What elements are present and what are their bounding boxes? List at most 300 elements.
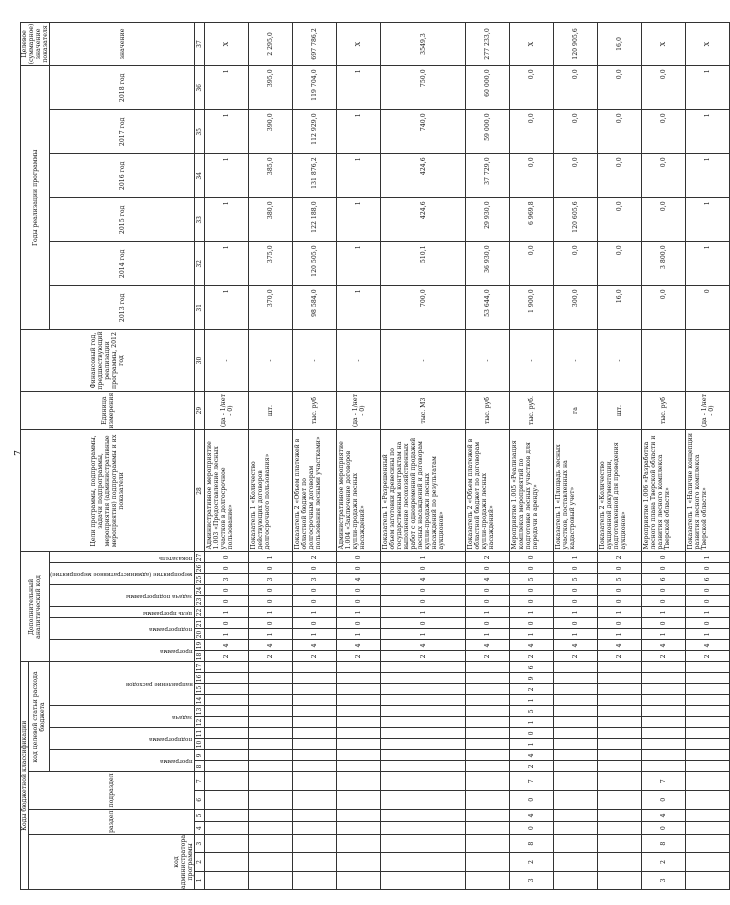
- code-cell: [205, 791, 249, 810]
- row-target: 120 905,6: [554, 22, 598, 66]
- code-cell: [205, 695, 249, 706]
- code-cell: [337, 739, 381, 750]
- code-cell: 5: [510, 706, 554, 717]
- code-cell: 7: [510, 772, 554, 791]
- year-value: 750,0: [381, 66, 466, 110]
- code-cell: 2: [466, 552, 510, 563]
- code-cell: [598, 684, 642, 695]
- code-cell: [293, 706, 337, 717]
- code-cell: 0: [381, 585, 466, 596]
- program-table: [20, 22, 730, 890]
- row-target: X: [510, 22, 554, 66]
- code-cell: 0: [686, 596, 730, 607]
- code-cell: [466, 834, 510, 852]
- table-row: [686, 22, 730, 889]
- code-cell: [205, 739, 249, 750]
- code-cell: [642, 717, 686, 728]
- header-dop-sub: [50, 563, 195, 585]
- code-cell: [293, 662, 337, 673]
- code-cell: [686, 706, 730, 717]
- code-cell: 0: [686, 563, 730, 574]
- code-cell: 0: [337, 585, 381, 596]
- index-cell: 1: [195, 871, 205, 889]
- code-cell: [293, 853, 337, 871]
- code-cell: 0: [249, 596, 293, 607]
- index-cell: 17: [196, 663, 204, 672]
- year-value: 1: [205, 242, 249, 286]
- year-value: 395,0: [249, 66, 293, 110]
- code-cell: [466, 871, 510, 889]
- code-cell: 4: [686, 640, 730, 651]
- year-value: 0,0: [598, 242, 642, 286]
- year-value: 53 644,0: [466, 286, 510, 330]
- code-cell: 0: [466, 563, 510, 574]
- code-cell: [381, 809, 466, 822]
- code-cell: [381, 684, 466, 695]
- row-unit: тыс. руб.: [510, 391, 554, 430]
- header-csr-sub: [50, 706, 195, 728]
- code-cell: [337, 822, 381, 835]
- header-label: показатель: [159, 554, 193, 561]
- header-dop-sub: [50, 618, 195, 640]
- code-cell: [381, 662, 466, 673]
- row-name: Административное мероприятие 1.004 «Заключение договоров купли-продажи лесных насаждений»: [337, 430, 381, 552]
- code-cell: [642, 662, 686, 673]
- code-cell: [598, 728, 642, 739]
- code-cell: [554, 728, 598, 739]
- code-cell: [466, 750, 510, 761]
- header-csr: код целевой статьи расхода бюджета: [29, 662, 50, 772]
- row-fin: -: [381, 330, 466, 391]
- code-cell: [554, 717, 598, 728]
- table-row: [466, 22, 510, 889]
- index-cell: 5: [195, 809, 205, 822]
- code-cell: [249, 695, 293, 706]
- code-cell: [381, 717, 466, 728]
- index-cell: 37: [195, 22, 205, 66]
- code-cell: [642, 706, 686, 717]
- row-target: 277 233,0: [466, 22, 510, 66]
- code-cell: 1: [381, 607, 466, 618]
- header-csr-sub: [50, 750, 195, 772]
- index-cell: 3: [195, 834, 205, 852]
- year-value: 424,6: [381, 154, 466, 198]
- code-cell: [381, 834, 466, 852]
- header-admin: код администратора программы: [29, 834, 195, 889]
- code-cell: [686, 871, 730, 889]
- code-cell: [205, 684, 249, 695]
- header-label: задача: [172, 714, 193, 721]
- code-cell: [381, 761, 466, 772]
- index-cell: 11: [196, 729, 204, 738]
- code-cell: [554, 761, 598, 772]
- index-cell: 27: [196, 553, 204, 562]
- code-cell: 4: [381, 574, 466, 585]
- code-cell: 1: [466, 629, 510, 640]
- year-value: 300,0: [554, 286, 598, 330]
- year-value: 0,0: [510, 242, 554, 286]
- code-cell: 1: [686, 629, 730, 640]
- code-cell: [205, 809, 249, 822]
- year-value: 98 584,0: [293, 286, 337, 330]
- code-cell: [293, 871, 337, 889]
- code-cell: 2: [466, 651, 510, 662]
- code-cell: 0: [510, 618, 554, 629]
- code-cell: 3: [293, 574, 337, 585]
- code-cell: [205, 673, 249, 684]
- code-cell: [554, 750, 598, 761]
- index-row: [195, 22, 205, 889]
- code-cell: [642, 684, 686, 695]
- table-row: [293, 22, 337, 889]
- code-cell: [466, 706, 510, 717]
- year-value: 1: [686, 66, 730, 110]
- code-cell: [293, 822, 337, 835]
- code-cell: 1: [205, 607, 249, 618]
- code-cell: [642, 728, 686, 739]
- code-cell: 1: [554, 552, 598, 563]
- code-cell: [205, 662, 249, 673]
- row-name: Мероприятие 1.006 «Разработка лесного плана Тверской области и развития лесного комплекса Тверской области»: [642, 430, 686, 552]
- code-cell: [293, 809, 337, 822]
- code-cell: [205, 822, 249, 835]
- header-target: Целевое (суммарное) значение показателя: [21, 23, 49, 65]
- code-cell: [466, 673, 510, 684]
- year-value: 1: [205, 154, 249, 198]
- code-cell: 1: [510, 739, 554, 750]
- code-cell: 0: [337, 618, 381, 629]
- header-label: подпрограмма: [149, 626, 193, 633]
- header-dop-sub: [50, 607, 195, 618]
- code-cell: 1: [686, 607, 730, 618]
- code-cell: 4: [554, 640, 598, 651]
- code-cell: [686, 761, 730, 772]
- code-cell: 0: [686, 618, 730, 629]
- code-cell: [249, 684, 293, 695]
- code-cell: [293, 834, 337, 852]
- code-cell: 8: [510, 834, 554, 852]
- year-value: 1: [686, 242, 730, 286]
- year-value: 0,0: [642, 286, 686, 330]
- code-cell: [642, 695, 686, 706]
- code-cell: [293, 728, 337, 739]
- code-cell: 0: [554, 585, 598, 596]
- code-cell: [554, 739, 598, 750]
- table-row: [249, 22, 293, 889]
- row-name: Показатель 2 «Объем платежей в областной бюджет по долгосрочным договорам пользования лесными участками»: [293, 430, 337, 552]
- year-value: 0,0: [642, 110, 686, 154]
- code-cell: [554, 853, 598, 871]
- code-cell: [466, 728, 510, 739]
- header-csr-sub: [50, 728, 195, 750]
- code-cell: 4: [642, 640, 686, 651]
- row-name: Мероприятие 1.005 «Реализация комплекса мероприятий по подготовке лесных участков для передачи в аренду»: [510, 430, 554, 552]
- code-cell: [598, 853, 642, 871]
- code-cell: 2: [510, 684, 554, 695]
- code-cell: [466, 662, 510, 673]
- code-cell: 0: [642, 822, 686, 835]
- code-cell: 0: [381, 618, 466, 629]
- code-cell: [293, 739, 337, 750]
- code-cell: 0: [598, 596, 642, 607]
- code-cell: 4: [466, 574, 510, 585]
- code-cell: [249, 791, 293, 810]
- year-value: 120 505,0: [293, 242, 337, 286]
- code-cell: [554, 834, 598, 852]
- code-cell: [337, 772, 381, 791]
- code-cell: [337, 853, 381, 871]
- code-cell: 4: [466, 640, 510, 651]
- code-cell: [337, 809, 381, 822]
- code-cell: 0: [205, 585, 249, 596]
- year-value: 385,0: [249, 154, 293, 198]
- table-row: [337, 22, 381, 889]
- code-cell: [249, 772, 293, 791]
- code-cell: [554, 772, 598, 791]
- table-row: [510, 22, 554, 889]
- code-cell: 1: [510, 717, 554, 728]
- header-name: Цели программы, подпрограммы, задачи подпрограммы, мероприятия (административные мероприятия) подпрограммы и их показатели: [21, 430, 195, 552]
- code-cell: 1: [554, 607, 598, 618]
- code-cell: 0: [642, 585, 686, 596]
- year-value: 131 876,2: [293, 154, 337, 198]
- row-fin: -: [598, 330, 642, 391]
- header-csr-sub: [50, 662, 195, 706]
- code-cell: [293, 695, 337, 706]
- code-cell: 0: [510, 563, 554, 574]
- code-cell: [686, 772, 730, 791]
- code-cell: 0: [205, 552, 249, 563]
- code-cell: [249, 822, 293, 835]
- row-unit: га: [554, 391, 598, 430]
- code-cell: 0: [554, 596, 598, 607]
- code-cell: 3: [205, 574, 249, 585]
- code-cell: [554, 706, 598, 717]
- code-cell: [598, 695, 642, 706]
- code-cell: 2: [642, 853, 686, 871]
- code-cell: 7: [642, 772, 686, 791]
- code-cell: [249, 834, 293, 852]
- code-cell: 8: [642, 834, 686, 852]
- code-cell: [381, 728, 466, 739]
- code-cell: 0: [466, 618, 510, 629]
- index-cell: 22: [196, 608, 204, 617]
- code-cell: [466, 791, 510, 810]
- code-cell: 0: [205, 563, 249, 574]
- row-name: Показатель 1 «Количество действующих договоров долгосрочного пользования»: [249, 430, 293, 552]
- row-unit: шт.: [249, 391, 293, 430]
- code-cell: [686, 662, 730, 673]
- index-cell: 18: [196, 652, 204, 661]
- code-cell: 3: [249, 574, 293, 585]
- code-cell: [337, 728, 381, 739]
- index-cell: 21: [196, 619, 204, 628]
- code-cell: 0: [466, 596, 510, 607]
- code-cell: [554, 662, 598, 673]
- year-value: 1: [337, 242, 381, 286]
- index-cell: 19: [196, 641, 204, 650]
- index-cell: 28: [195, 430, 205, 552]
- row-target: 16,0: [598, 22, 642, 66]
- code-cell: 0: [293, 585, 337, 596]
- code-cell: [381, 750, 466, 761]
- header-year: 2016 год: [50, 154, 195, 198]
- code-cell: 0: [249, 585, 293, 596]
- header-year: 2013 год: [50, 286, 195, 330]
- code-cell: [249, 706, 293, 717]
- index-cell: 24: [196, 586, 204, 595]
- year-value: 740,0: [381, 110, 466, 154]
- year-value: 1: [686, 110, 730, 154]
- code-cell: [466, 822, 510, 835]
- code-cell: 4: [642, 809, 686, 822]
- code-cell: 1: [381, 629, 466, 640]
- row-target: X: [642, 22, 686, 66]
- year-value: 424,6: [381, 198, 466, 242]
- code-cell: 5: [598, 574, 642, 585]
- header-years: Годы реализации программы: [21, 66, 50, 330]
- code-cell: 1: [510, 695, 554, 706]
- year-value: 1: [337, 286, 381, 330]
- year-value: 1: [337, 154, 381, 198]
- code-cell: [249, 761, 293, 772]
- code-cell: [598, 662, 642, 673]
- code-cell: 2: [293, 651, 337, 662]
- code-cell: 1: [337, 629, 381, 640]
- code-cell: 0: [642, 596, 686, 607]
- code-cell: 2: [686, 651, 730, 662]
- code-cell: 1: [510, 629, 554, 640]
- code-cell: 4: [510, 640, 554, 651]
- index-cell: 26: [196, 564, 204, 573]
- row-fin: -: [293, 330, 337, 391]
- code-cell: [686, 717, 730, 728]
- year-value: 0,0: [642, 66, 686, 110]
- code-cell: [686, 853, 730, 871]
- code-cell: [598, 834, 642, 852]
- code-cell: [337, 834, 381, 852]
- code-cell: [249, 739, 293, 750]
- index-cell: 14: [196, 696, 204, 705]
- year-value: 700,0: [381, 286, 466, 330]
- year-value: 59 000,0: [466, 110, 510, 154]
- year-value: 1: [205, 286, 249, 330]
- year-value: 390,0: [249, 110, 293, 154]
- year-value: 119 704,0: [293, 66, 337, 110]
- code-cell: [381, 706, 466, 717]
- header-label: программа: [159, 758, 193, 765]
- code-cell: [554, 871, 598, 889]
- index-cell: 15: [196, 685, 204, 694]
- year-value: 510,1: [381, 242, 466, 286]
- code-cell: [293, 673, 337, 684]
- code-cell: [381, 695, 466, 706]
- code-cell: [466, 684, 510, 695]
- code-cell: 0: [466, 585, 510, 596]
- code-cell: 4: [510, 750, 554, 761]
- year-value: 0,0: [554, 66, 598, 110]
- code-cell: [381, 791, 466, 810]
- year-value: 0,0: [554, 154, 598, 198]
- index-cell: 16: [196, 674, 204, 683]
- year-value: 1: [337, 198, 381, 242]
- code-cell: [686, 809, 730, 822]
- row-fin: -: [249, 330, 293, 391]
- code-cell: [598, 739, 642, 750]
- code-cell: [337, 791, 381, 810]
- table-row: [598, 22, 642, 889]
- code-cell: [337, 684, 381, 695]
- code-cell: [205, 871, 249, 889]
- code-cell: [205, 761, 249, 772]
- header-year: 2017 год: [50, 110, 195, 154]
- code-cell: 0: [249, 618, 293, 629]
- code-cell: 4: [510, 809, 554, 822]
- code-cell: [249, 728, 293, 739]
- code-cell: 0: [510, 552, 554, 563]
- code-cell: [686, 673, 730, 684]
- code-cell: 1: [554, 629, 598, 640]
- index-cell: 29: [195, 391, 205, 430]
- index-cell: 25: [196, 575, 204, 584]
- code-cell: 2: [642, 651, 686, 662]
- code-cell: 1: [337, 607, 381, 618]
- index-cell: 6: [195, 791, 205, 810]
- code-cell: [686, 834, 730, 852]
- row-unit: (да - 1/нет - 0): [337, 391, 381, 430]
- header-dop: Дополнительный аналитический код: [21, 552, 50, 662]
- code-cell: [686, 822, 730, 835]
- index-cell: 32: [195, 242, 205, 286]
- year-value: 0,0: [510, 110, 554, 154]
- table-row: [381, 22, 466, 889]
- code-cell: [381, 772, 466, 791]
- code-cell: 3: [642, 871, 686, 889]
- year-value: 1: [205, 198, 249, 242]
- year-value: 29 930,0: [466, 198, 510, 242]
- year-value: 0,0: [510, 66, 554, 110]
- header-razdel: раздел: [29, 809, 195, 834]
- index-cell: 34: [195, 154, 205, 198]
- code-cell: 6: [686, 574, 730, 585]
- row-target: 3549,3: [381, 22, 466, 66]
- code-cell: [205, 834, 249, 852]
- code-cell: 0: [598, 618, 642, 629]
- year-value: 120 605,6: [554, 198, 598, 242]
- code-cell: 2: [510, 761, 554, 772]
- code-cell: 0: [205, 596, 249, 607]
- row-fin: -: [554, 330, 598, 391]
- code-cell: 5: [510, 574, 554, 585]
- row-fin: -: [466, 330, 510, 391]
- header-podrazdel: подраздел: [29, 772, 195, 809]
- row-target: X: [686, 22, 730, 66]
- code-cell: [642, 761, 686, 772]
- code-cell: [381, 871, 466, 889]
- code-cell: [598, 761, 642, 772]
- code-cell: [205, 772, 249, 791]
- code-cell: [598, 706, 642, 717]
- code-cell: 1: [205, 629, 249, 640]
- page-number: 7: [13, 450, 24, 456]
- row-unit: (да - 1/нет - 0): [205, 391, 249, 430]
- row-unit: (да - 1/нет - 0): [686, 391, 730, 430]
- year-value: 370,0: [249, 286, 293, 330]
- code-cell: [598, 717, 642, 728]
- index-cell: 4: [195, 822, 205, 835]
- header-label: мероприятие (административное мероприятие): [50, 571, 193, 578]
- code-cell: 1: [293, 629, 337, 640]
